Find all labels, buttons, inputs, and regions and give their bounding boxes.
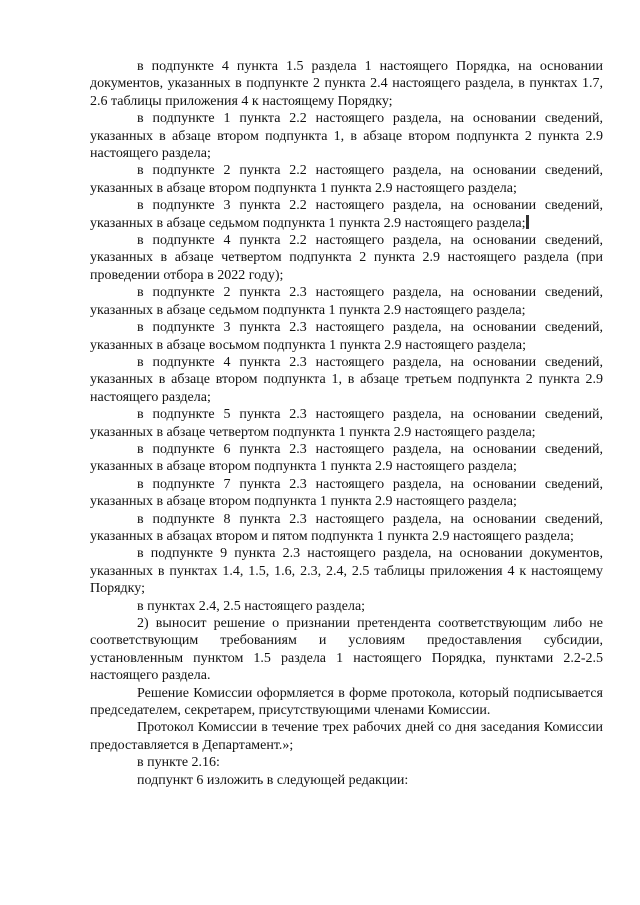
paragraph-18: в пункте 2.16: [137,755,220,771]
paragraph-10: в подпункте 6 пункта 2.3 настоящего раздела, на основании сведений, указанных в абзаце втором подпункта 1 пункта 2.9 настоящего раздела; [90,441,603,475]
paragraph-14: в пунктах 2.4, 2.5 настоящего раздела; [137,598,366,614]
paragraph-4 [90,197,603,232]
text-cursor-mark [526,215,529,229]
paragraph-11: в подпункте 7 пункта 2.3 настоящего раздела, на основании сведений, указанных в абзаце втором подпункта 1 пункта 2.9 настоящего раздела; [90,476,603,510]
paragraph-3: в подпункте 2 пункта 2.2 настоящего раздела, на основании сведений, указанных в абзаце втором подпункта 1 пункта 2.9 настоящего раздела; [90,163,603,196]
document-body [90,58,603,789]
paragraph-15: 2) выносит решение о признании претендента соответствующим либо не соответствующим требованиям и условиям предоставления субсидии, установленным пунктом 1.5 раздела 1 настоящего Порядка, пунктами 2.2-2.5 настоящего раздела. [90,616,603,684]
paragraph-1: в подпункте 4 пункта 1.5 раздела 1 настоящего Порядка, на основании документов, указанных в подпункте 2 пункта 2.4 настоящего раздела, в пунктах 1.7, 2.6 таблицы приложения 4 к настоящему Порядку; [90,59,603,109]
paragraph-2: в подпункте 1 пункта 2.2 настоящего раздела, на основании сведений, указанных в абзаце втором подпункта 1, в абзаце втором подпункта 2 пункта 2.9 настоящего раздела; [90,111,603,162]
paragraph-19: подпункт 6 изложить в следующей редакции: [137,772,409,788]
paragraph-13: в подпункте 9 пункта 2.3 настоящего раздела, на основании документов, указанных в пунктах 1.4, 1.5, 1.6, 2.3, 2.4, 2.5 таблицы приложения 4 к настоящему Порядку; [90,546,603,597]
paragraph-17: Протокол Комиссии в течение трех рабочих дней со дня заседания Комиссии предоставляется в Департамент.»; [90,720,603,753]
paragraph-4-text: в подпункте 3 пункта 2.2 настоящего раздела, на основании сведений, указанных в абзаце седьмом подпункта 1 пункта 2.9 настоящего раздела; [90,198,603,231]
paragraph-8: в подпункте 4 пункта 2.3 настоящего раздела, на основании сведений, указанных в абзаце втором подпункта 1, в абзаце третьем подпункта 2 пункта 2.9 настоящего раздела; [90,354,603,405]
paragraph-9: в подпункте 5 пункта 2.3 настоящего раздела, на основании сведений, указанных в абзаце четвертом подпункта 1 пункта 2.9 настоящего раздела; [90,407,603,440]
paragraph-6: в подпункте 2 пункта 2.3 настоящего раздела, на основании сведений, указанных в абзаце седьмом подпункта 1 пункта 2.9 настоящего раздела; [90,285,603,318]
paragraph-5: в подпункте 4 пункта 2.2 настоящего раздела, на основании сведений, указанных в абзаце четвертом подпункта 2 пункта 2.9 настоящего раздела (при проведении отбора в 2022 году); [90,233,603,283]
paragraph-12: в подпункте 8 пункта 2.3 настоящего раздела, на основании сведений, указанных в абзацах втором и пятом подпункта 1 пункта 2.9 настоящего раздела; [90,511,603,544]
paragraph-16: Решение Комиссии оформляется в форме протокола, который подписывается председателем, секретарем, присутствующими членами Комиссии. [90,685,603,719]
paragraph-7: в подпункте 3 пункта 2.3 настоящего раздела, на основании сведений, указанных в абзаце восьмом подпункта 1 пункта 2.9 настоящего раздела; [90,320,603,353]
